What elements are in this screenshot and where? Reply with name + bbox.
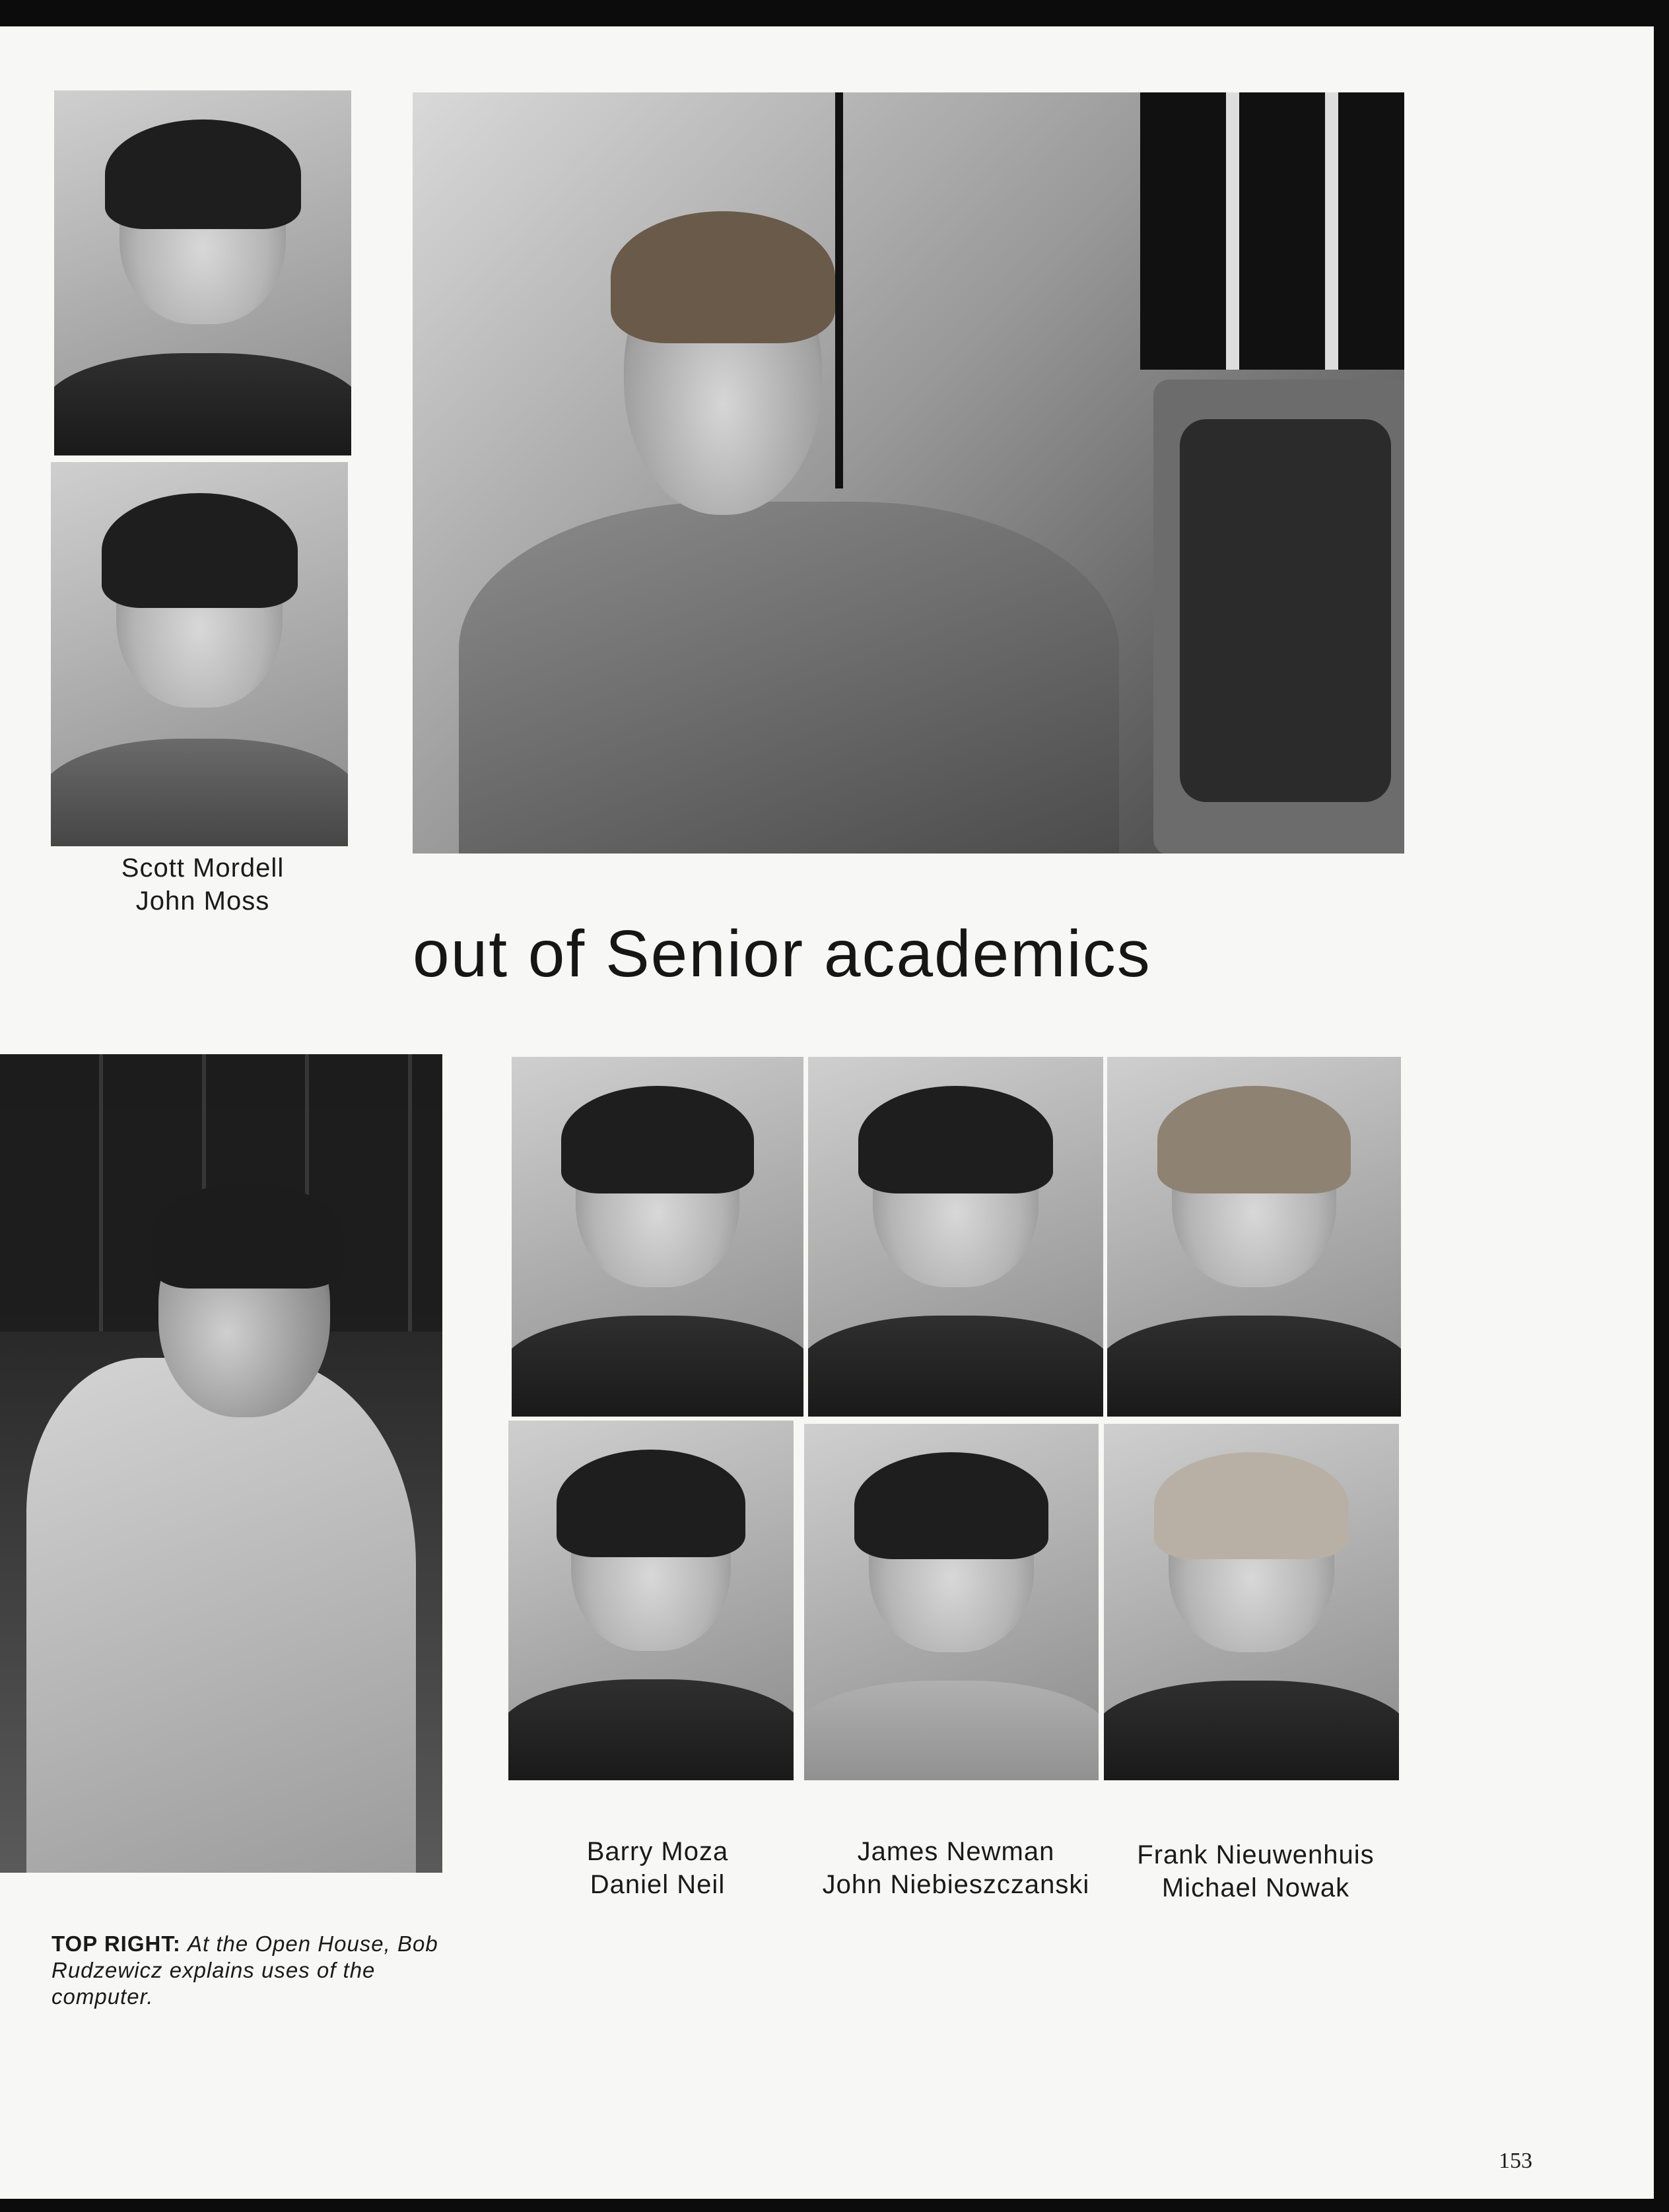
candid-photo-computer — [413, 92, 1404, 854]
caption-top-pair — [54, 852, 351, 918]
computer-monitor — [1153, 380, 1404, 854]
portrait-james-newman — [808, 1057, 1103, 1417]
portrait-barry-moza — [512, 1057, 803, 1417]
portrait-scott-mordell — [54, 90, 351, 455]
caption-name: Michael Nowak — [1161, 1873, 1350, 1902]
portrait-hair — [105, 119, 301, 229]
portrait-gown — [508, 1679, 794, 1780]
portrait-michael-nowak — [1104, 1424, 1399, 1780]
portrait-gown — [1104, 1681, 1399, 1780]
portrait-gown — [512, 1316, 803, 1417]
student-hair — [611, 211, 835, 343]
yearbook-page — [0, 26, 1654, 2199]
portrait-hair — [561, 1086, 754, 1194]
caption-name: John Moss — [135, 887, 270, 916]
portrait-daniel-neil — [508, 1421, 794, 1780]
portrait-gown — [1107, 1316, 1401, 1417]
portrait-hair — [102, 493, 298, 609]
monitor-screen — [1180, 419, 1391, 802]
caption-name: Frank Nieuwenhuis — [1137, 1840, 1375, 1869]
note-label: TOP RIGHT: — [51, 1931, 181, 1956]
man-hair — [152, 1183, 343, 1289]
caption-name: Daniel Neil — [590, 1870, 726, 1899]
portrait-shirt — [51, 739, 348, 846]
portrait-john-moss — [51, 462, 348, 846]
portrait-hair — [557, 1450, 745, 1558]
candid-photo-open-house — [0, 1054, 442, 1873]
caption-col2 — [792, 1835, 1120, 1901]
caption-name: Barry Moza — [586, 1837, 729, 1866]
student-figure — [459, 502, 1119, 854]
portrait-hair — [1154, 1452, 1349, 1559]
portrait-frank-nieuwenhuis — [1107, 1057, 1401, 1417]
caption-col1 — [512, 1835, 803, 1901]
page-headline: out of Senior academics — [413, 917, 1151, 991]
doorframe-line — [835, 92, 843, 488]
window-background — [1140, 92, 1404, 370]
photo-caption-note — [51, 1931, 461, 2010]
man-jacket — [26, 1358, 416, 1873]
portrait-gown — [54, 353, 351, 455]
portrait-hair — [1157, 1086, 1351, 1194]
caption-name: James Newman — [857, 1837, 1055, 1866]
page-number: 153 — [1499, 2149, 1532, 2173]
portrait-gown — [808, 1316, 1103, 1417]
portrait-jacket — [804, 1681, 1099, 1780]
portrait-hair — [858, 1086, 1053, 1194]
portrait-john-niebieszczanski — [804, 1424, 1099, 1780]
caption-name: John Niebieszczanski — [822, 1870, 1090, 1899]
caption-col3 — [1104, 1838, 1408, 1904]
portrait-hair — [854, 1452, 1048, 1559]
note-text: At the Open House, Bob Rudzewicz explains uses of the computer. — [51, 1931, 438, 2009]
caption-name: Scott Mordell — [121, 854, 285, 883]
